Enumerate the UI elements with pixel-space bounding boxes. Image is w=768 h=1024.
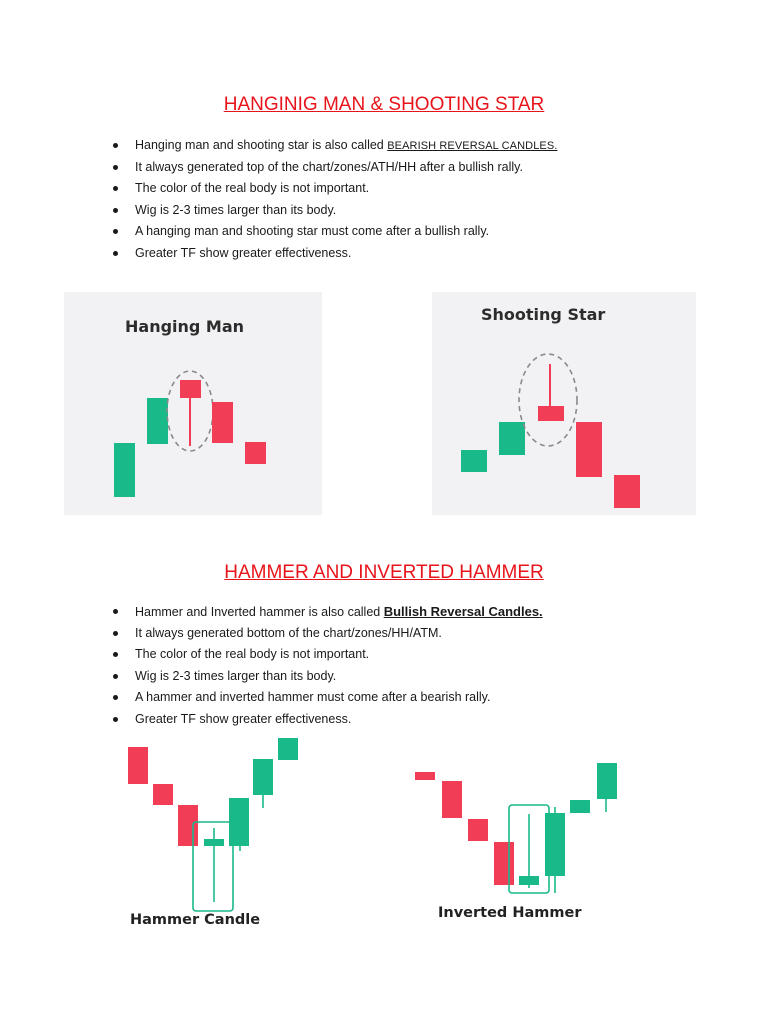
- bearish-reversal-emphasis: BEARISH REVERSAL CANDLES.: [387, 140, 558, 152]
- list-item: Hammer and Inverted hammer is also called Bullish Reversal Candles.: [112, 601, 543, 623]
- list-item: Greater TF show greater effectiveness.: [112, 709, 543, 731]
- list-item: Wig is 2-3 times larger than its body.: [112, 666, 543, 688]
- candle-bear: [128, 747, 148, 784]
- hanging-man-candle: [180, 380, 201, 398]
- section2-title: HAMMER AND INVERTED HAMMER: [224, 562, 544, 583]
- highlight-box: [193, 822, 233, 911]
- list-item: Hanging man and shooting star is also called BEARISH REVERSAL CANDLES.: [112, 135, 557, 157]
- candle-bull: [570, 800, 590, 813]
- candle-bear: [576, 422, 602, 477]
- candle-bull: [147, 398, 168, 444]
- candle-bull: [461, 450, 487, 472]
- bullish-reversal-emphasis: Bullish Reversal Candles.: [383, 604, 543, 619]
- list-item: The color of the real body is not important.: [112, 178, 557, 200]
- candle-bear: [178, 805, 198, 846]
- section1-bullet-list: [112, 135, 557, 265]
- hammer-candle-figure: [120, 735, 310, 935]
- hanging-man-figure: [64, 292, 322, 515]
- list-item: Wig is 2-3 times larger than its body.: [112, 200, 557, 222]
- candle-bull: [114, 443, 135, 497]
- section1-title: HANGINIG MAN & SHOOTING STAR: [223, 94, 545, 115]
- candle-bear: [468, 819, 488, 841]
- list-item: It always generated bottom of the chart/zones/HH/ATM.: [112, 623, 543, 645]
- inverted-hammer-label: Inverted Hammer: [438, 905, 582, 921]
- candle-bear: [494, 842, 514, 885]
- list-item: It always generated top of the chart/zones/ATH/HH after a bullish rally.: [112, 157, 557, 179]
- list-item: The color of the real body is not important.: [112, 644, 543, 666]
- hammer-candle-label: Hammer Candle: [130, 912, 261, 928]
- shooting-star-label: Shooting Star: [481, 305, 606, 324]
- candle-bull: [278, 738, 298, 760]
- candle-bull: [229, 798, 249, 846]
- list-item: A hammer and inverted hammer must come after a bearish rally.: [112, 687, 543, 709]
- candle-bull: [253, 759, 273, 795]
- hammer-candle: [204, 839, 224, 846]
- section2-bullet-list: [112, 601, 543, 731]
- list-item: Greater TF show greater effectiveness.: [112, 243, 557, 265]
- candle-bull: [499, 422, 525, 455]
- candle-bull: [545, 813, 565, 876]
- shooting-star-figure: [432, 292, 696, 515]
- candle-bear: [442, 781, 462, 818]
- shooting-star-candle: [538, 406, 564, 421]
- candle-bear: [614, 475, 640, 508]
- inverted-hammer-figure: [410, 755, 630, 925]
- candle-bull: [597, 763, 617, 799]
- inverted-hammer-candle: [519, 876, 539, 885]
- hanging-man-label: Hanging Man: [125, 317, 245, 336]
- candle-bear: [245, 442, 266, 464]
- candle-bear: [153, 784, 173, 805]
- list-item: A hanging man and shooting star must come after a bullish rally.: [112, 221, 557, 243]
- candle-bear: [415, 772, 435, 780]
- candle-bear: [212, 402, 233, 443]
